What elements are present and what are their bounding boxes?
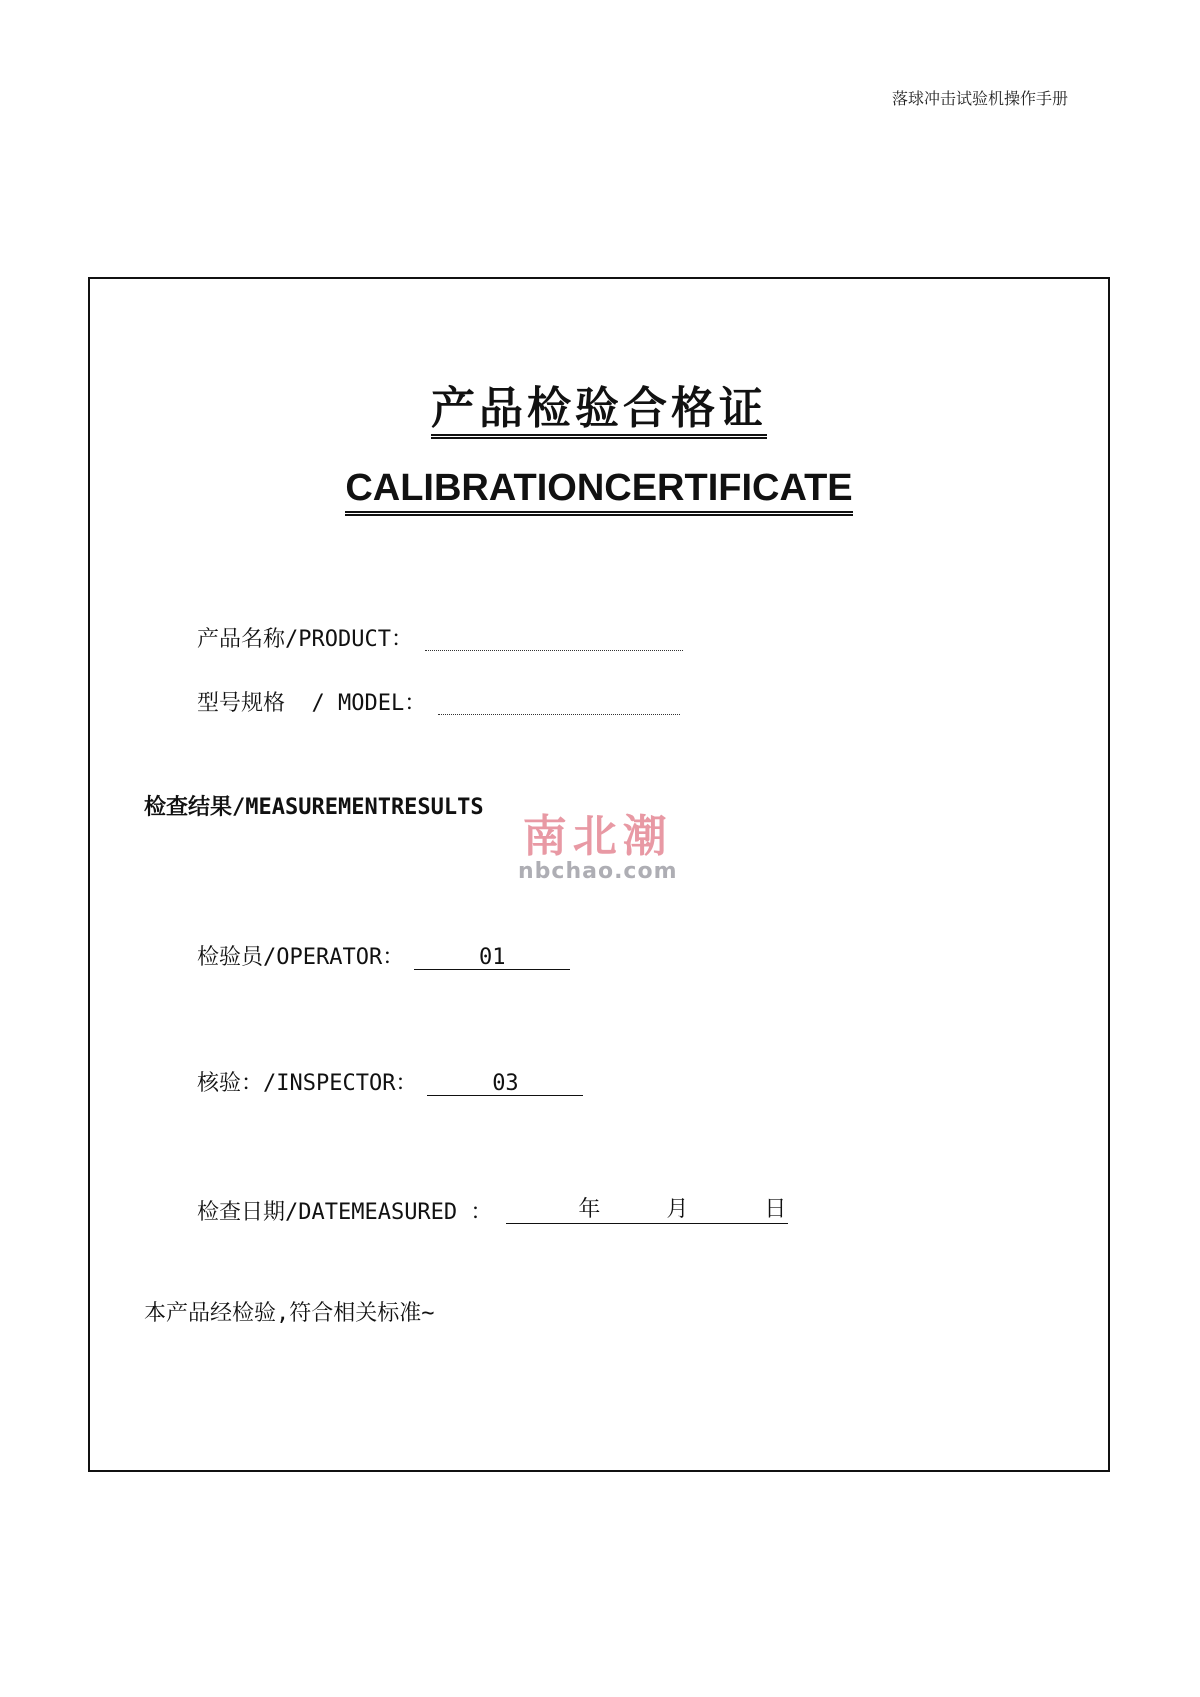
watermark-cn: 南北潮 (522, 811, 673, 862)
date-value-line (506, 1199, 788, 1224)
operator-value: 01 (414, 947, 570, 970)
operator-label: 检验员/OPERATOR： (196, 945, 405, 970)
model-row (144, 671, 680, 737)
inspector-row (144, 1051, 583, 1118)
manual-title: 落球冲击试验机操作手册 (891, 89, 1068, 108)
inspector-value: 03 (427, 1073, 583, 1096)
product-value (425, 630, 683, 651)
product-row (144, 607, 683, 673)
inspector-label: 核验：/INSPECTOR： (196, 1071, 418, 1096)
watermark (518, 811, 678, 884)
date-month: 月 (666, 1197, 689, 1222)
date-day: 日 (764, 1197, 787, 1222)
certificate-title-en: CALIBRATIONCERTIFICATE (90, 467, 1108, 516)
date-row (144, 1177, 788, 1246)
certificate-statement: 本产品经检验,符合相关标准~ (144, 1301, 435, 1326)
certificate-title-cn: 产品检验合格证 (90, 383, 1108, 439)
model-value (438, 694, 680, 715)
date-year: 年 (578, 1197, 601, 1222)
results-label: 检查结果/MEASUREMENTRESULTS (144, 795, 484, 820)
date-label: 检查日期/DATEMEASURED ： (196, 1200, 493, 1225)
operator-row (144, 925, 570, 992)
product-label: 产品名称/PRODUCT： (196, 627, 413, 652)
watermark-en: nbchao.com (518, 859, 678, 884)
model-label: 型号规格 / MODEL： (196, 691, 427, 716)
